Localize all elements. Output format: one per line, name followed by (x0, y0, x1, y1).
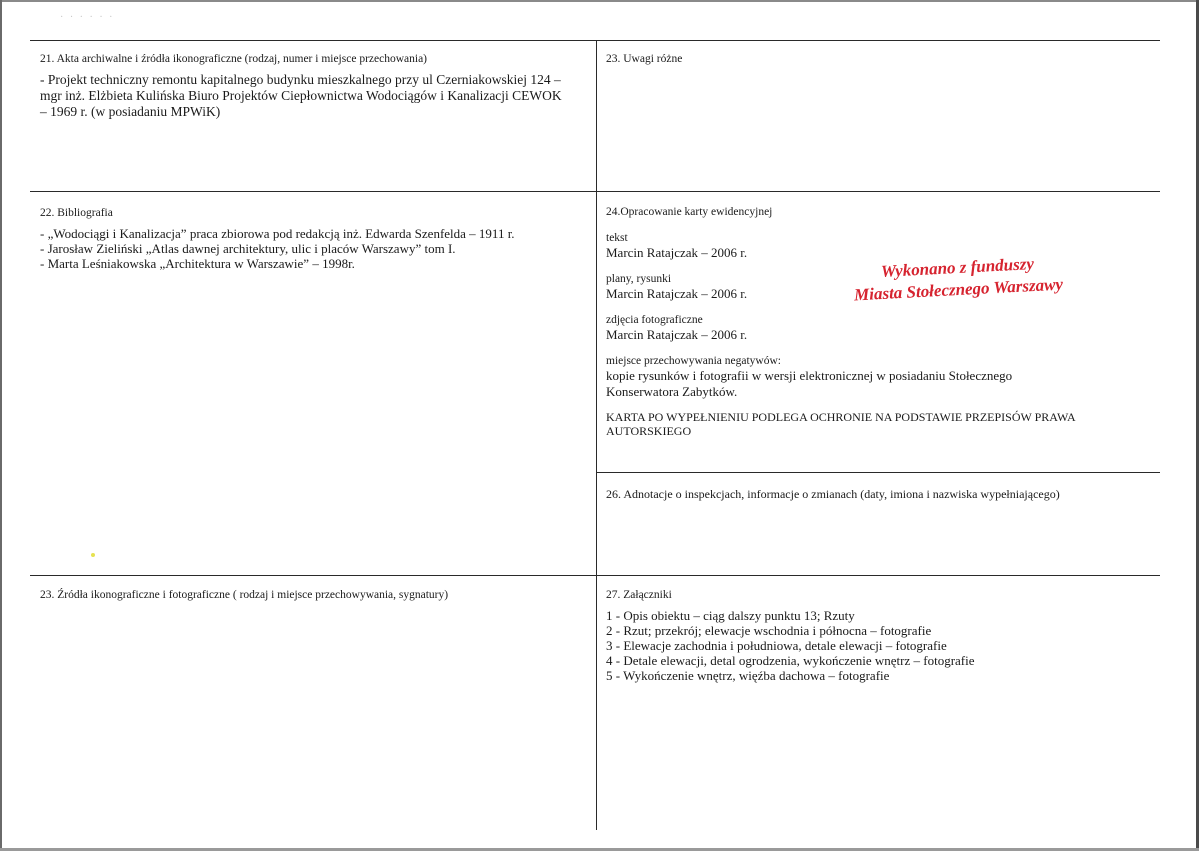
scan-border-top (0, 0, 1199, 2)
section-21-line: - Projekt techniczny remontu kapitalnego budynku mieszkalnego przy ul Czerniakowskiej 124 – (40, 72, 561, 87)
stamp-line: Miasta Stołecznego Warszawy (853, 274, 1064, 305)
stamp-line: Wykonano z funduszy (880, 254, 1035, 282)
text-author-value: Marcin Ratajczak – 2006 r. (606, 245, 748, 260)
row-divider-1 (30, 191, 1160, 192)
section-24-label: 24.Opracowanie karty ewidencyjnej (606, 206, 773, 218)
section-26-label: 26. Adnotacje o inspekcjach, informacje o zmianach (daty, imiona i nazwiska wypełniającego) (606, 487, 1060, 501)
section-22-bibliography (40, 206, 590, 271)
negatives-location-label: miejsce przechowywania negatywów: (606, 355, 781, 367)
text-author-label: tekst (606, 232, 628, 244)
attachment-item: 2 - Rzut; przekrój; elewacje wschodnia i północna – fotografie (606, 623, 932, 638)
copyright-notice: KARTA PO WYPEŁNIENIU PODLEGA OCHRONIE NA PODSTAWIE PRZEPISÓW PRAWA (606, 410, 1076, 424)
bibliography-item: - „Wodociągi i Kanalizacja” praca zbiorowa pod redakcją inż. Edwarda Szenfelda – 1911 r. (40, 226, 515, 241)
copyright-notice: AUTORSKIEGO (606, 424, 692, 438)
negatives-location-line: kopie rysunków i fotografii w wersji elektronicznej w posiadaniu Stołecznego (606, 368, 1013, 383)
row-divider-2 (30, 575, 1160, 576)
section-21-line: – 1969 r. (w posiadaniu MPWiK) (40, 104, 221, 119)
scan-border-left (0, 0, 2, 851)
plans-author-value: Marcin Ratajczak – 2006 r. (606, 286, 748, 301)
table-top-line (30, 40, 1160, 41)
plans-author-label: plany, rysunki (606, 273, 672, 285)
section-23-remarks-label: 23. Uwagi różne (606, 53, 683, 65)
section-21-label: 21. Akta archiwalne i źródła ikonograficzne (rodzaj, numer i miejsce przechowania) (40, 53, 427, 65)
row-divider-26 (596, 472, 1160, 473)
attachment-item: 5 - Wykończenie wnętrz, więźba dachowa – fotografie (606, 668, 890, 683)
section-21-archives (40, 52, 590, 120)
section-26-annotations (606, 487, 1151, 501)
section-27-attachments (606, 588, 1151, 683)
scan-noise: · · · · · · (60, 12, 115, 23)
column-divider (596, 40, 597, 830)
section-22-label: 22. Bibliografia (40, 207, 113, 219)
section-21-line: mgr inż. Elżbieta Kulińska Biuro Projektów Ciepłownictwa Wodociągów i Kanalizacji CEWOK (40, 88, 562, 103)
attachment-item: 1 - Opis obiektu – ciąg dalszy punktu 13; Rzuty (606, 608, 855, 623)
attachment-item: 3 - Elewacje zachodnia i południowa, detale elewacji – fotografie (606, 638, 947, 653)
bibliography-item: - Jarosław Zieliński „Atlas dawnej architektury, ulic i placów Warszawy” tom I. (40, 241, 456, 256)
photos-author-value: Marcin Ratajczak – 2006 r. (606, 327, 748, 342)
bibliography-item: - Marta Leśniakowska „Architektura w Warszawie” – 1998r. (40, 256, 355, 271)
section-23-remarks (606, 52, 1146, 66)
photos-author-label: zdjęcia fotograficzne (606, 314, 703, 326)
section-23-sources (40, 588, 590, 602)
section-24-card-preparation (606, 205, 1151, 438)
attachment-item: 4 - Detale elewacji, detal ogrodzenia, wykończenie wnętrz – fotografie (606, 653, 975, 668)
scan-speck (91, 553, 95, 557)
negatives-location-line: Konserwatora Zabytków. (606, 384, 738, 399)
section-23-sources-label: 23. Źródła ikonograficzne i fotograficzne ( rodzaj i miejsce przechowywania, sygnatury) (40, 589, 449, 601)
section-27-label: 27. Załączniki (606, 589, 672, 601)
